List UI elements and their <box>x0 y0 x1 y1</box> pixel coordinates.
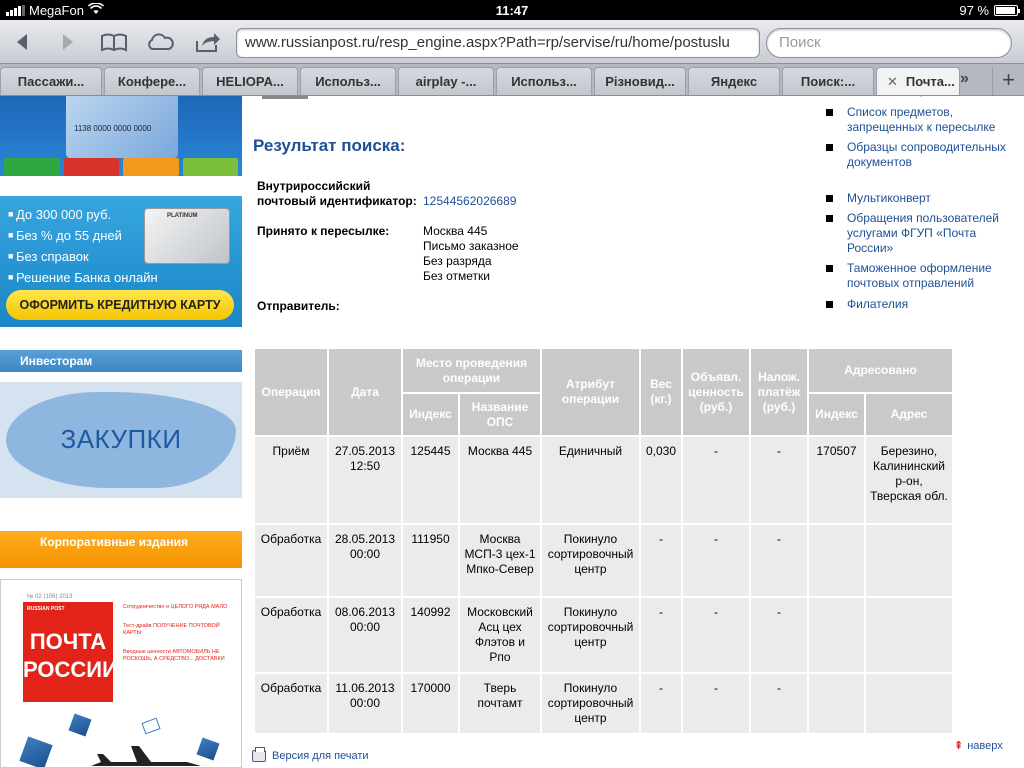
procurement-banner[interactable] <box>0 382 242 498</box>
magazine-note: Сотрудничество и ЦЕЛОГО РЯДА МАЛО <box>123 604 228 610</box>
cell-addr-index <box>809 525 864 596</box>
share-button[interactable] <box>190 27 226 57</box>
sender-label: Отправитель: <box>257 299 340 313</box>
search-field[interactable]: Поиск <box>766 28 1012 58</box>
cell-addr-index <box>809 598 864 672</box>
accepted-line: Без разряда <box>423 254 492 268</box>
cell-date: 27.05.2013 12:50 <box>329 437 401 523</box>
cell-declared: - <box>683 674 749 733</box>
browser-toolbar <box>0 20 1024 64</box>
col-operation: Операция <box>255 349 327 435</box>
table-row <box>255 598 952 672</box>
cell-attribute: Покинуло сортировочный центр <box>542 598 639 672</box>
cell-operation: Обработка <box>255 598 327 672</box>
tracking-number: 12544562026689 <box>423 194 517 208</box>
table-row <box>255 674 952 733</box>
postal-card-banner[interactable] <box>0 96 242 176</box>
cell-weight: 0,030 <box>641 437 681 523</box>
col-addressed: Адресовано <box>809 349 952 392</box>
cell-ops-name: Тверь почтамт <box>460 674 540 733</box>
cell-index: 125445 <box>403 437 458 523</box>
credit-card-ad[interactable] <box>0 196 242 327</box>
book-icon <box>100 32 128 52</box>
battery-percent: 97 % <box>959 3 989 18</box>
clock: 11:47 <box>495 3 529 18</box>
cell-ops-name: Московский Асц цех Флэтов и Рпо <box>460 598 540 672</box>
tracking-label <box>257 179 417 209</box>
battery-icon <box>994 5 1018 16</box>
back-to-top-label: наверх <box>967 740 1003 752</box>
cell-cod: - <box>751 437 807 523</box>
sidebar-link-partial[interactable] <box>826 96 1016 98</box>
cell-weight: - <box>641 525 681 596</box>
close-tab-icon[interactable]: ✕ <box>887 74 898 89</box>
col-cod: Налож. платёж (руб.) <box>751 349 807 435</box>
credit-feature: ■ Без % до 55 дней <box>8 225 158 246</box>
parcel-box-icon <box>19 736 52 768</box>
magazine-note: Тест-драйв ПОЛУЧЕНИЕ ПОЧТОВОЙ КАРТЫ <box>123 623 220 636</box>
cell-address: Березино, Калининский р-он, Тверская обл. <box>866 437 952 523</box>
sidebar-link-prohibited-items[interactable]: Список предметов, запрещенных к пересылке <box>826 105 1016 135</box>
apply-credit-card-button[interactable]: ОФОРМИТЬ КРЕДИТНУЮ КАРТУ <box>6 290 234 320</box>
printer-icon <box>252 750 266 762</box>
tracking-history-table <box>253 347 954 735</box>
cell-operation: Приём <box>255 437 327 523</box>
tracking-label-line1: Внутрироссийский <box>257 179 371 193</box>
page-content <box>0 96 1024 768</box>
tab-6[interactable]: Использ... <box>496 67 592 95</box>
forward-arrow-icon <box>58 32 78 52</box>
airplane-icon <box>91 740 201 768</box>
more-tabs-button[interactable]: » <box>960 70 969 87</box>
cell-declared: - <box>683 437 749 523</box>
cell-address <box>866 525 952 596</box>
card-number: 1138 0000 0000 0000 <box>74 124 152 133</box>
table-row <box>255 437 952 523</box>
icloud-tabs-button[interactable] <box>142 27 178 57</box>
tab-4[interactable]: Использ... <box>300 67 396 95</box>
accepted-line: Москва 445 <box>423 224 488 238</box>
sidebar-link-customs[interactable]: Таможенное оформление почтовых отправлений <box>826 261 1016 291</box>
cell-address <box>866 598 952 672</box>
tab-1[interactable]: Пассажи... <box>0 67 102 95</box>
envelope-icon <box>141 718 160 735</box>
cell-attribute: Покинуло сортировочный центр <box>542 525 639 596</box>
battery-level-fill <box>996 7 1015 14</box>
cell-weight: - <box>641 598 681 672</box>
share-icon <box>194 31 222 53</box>
card-color-strip <box>4 158 238 176</box>
cell-declared: - <box>683 598 749 672</box>
col-declared-value: Объявл. ценность (руб.) <box>683 349 749 435</box>
tab-3[interactable]: HELIOPA... <box>202 67 298 95</box>
col-index: Индекс <box>403 394 458 435</box>
carrier-name: MegaFon <box>29 3 84 18</box>
magazine-brand: RUSSIAN POST <box>27 606 65 612</box>
cell-ops-name: Москва МСП-3 цех-1 Мпко-Север <box>460 525 540 596</box>
accepted-details <box>423 224 519 284</box>
tab-8[interactable]: Яндекс <box>688 67 780 95</box>
cell-index: 170000 <box>403 674 458 733</box>
back-arrow-icon <box>12 32 32 52</box>
magazine-issue: № 02 (106) 2013 <box>27 594 73 600</box>
corporate-publications-link[interactable]: Корпоративные издания <box>0 531 242 568</box>
magazine-title-line1: ПОЧТА <box>29 629 107 654</box>
cell-operation: Обработка <box>255 525 327 596</box>
procurement-label: ЗАКУПКИ <box>60 424 182 454</box>
tab-5[interactable]: airplay -... <box>398 67 494 95</box>
cell-date: 28.05.2013 00:00 <box>329 525 401 596</box>
print-version-label: Версия для печати <box>272 750 369 762</box>
magazine-title <box>23 628 118 684</box>
col-date: Дата <box>329 349 401 435</box>
arrow-up-icon: ⇞ <box>954 740 964 752</box>
cell-date: 11.06.2013 00:00 <box>329 674 401 733</box>
col-address: Адрес <box>866 394 952 435</box>
forward-button[interactable] <box>50 27 86 57</box>
sidebar-link-philately[interactable]: Филателия <box>826 297 1016 312</box>
magazine-cover[interactable] <box>0 579 242 768</box>
col-attribute: Атрибут операции <box>542 349 639 435</box>
credit-card-image <box>144 208 230 264</box>
tab-active[interactable] <box>876 67 960 95</box>
col-place: Место проведения операции <box>403 349 540 392</box>
cell-declared: - <box>683 525 749 596</box>
tab-7[interactable]: Різновид... <box>594 67 686 95</box>
cell-date: 08.06.2013 00:00 <box>329 598 401 672</box>
col-weight: Вес (кг.) <box>641 349 681 435</box>
cell-index: 140992 <box>403 598 458 672</box>
cell-weight: - <box>641 674 681 733</box>
postal-card-image <box>66 96 178 158</box>
cell-operation: Обработка <box>255 674 327 733</box>
cell-cod: - <box>751 598 807 672</box>
cell-index: 111950 <box>403 525 458 596</box>
battery-info <box>959 3 1018 18</box>
cloud-icon <box>145 32 175 52</box>
tab-2[interactable]: Конфере... <box>104 67 200 95</box>
tab-active-label: Почта... <box>905 74 955 89</box>
credit-feature: ■ До 300 000 руб. <box>8 204 158 225</box>
status-bar <box>0 0 1024 20</box>
credit-feature: ■ Решение Банка онлайн <box>8 267 158 288</box>
page-title: Результат поиска: <box>253 136 406 155</box>
cell-attribute: Единичный <box>542 437 639 523</box>
accepted-line: Письмо заказное <box>423 239 519 253</box>
sidebar-link-user-appeals[interactable]: Обращения пользователей услугами ФГУП «Почта России» <box>826 211 1016 256</box>
parcel-box-icon <box>68 713 91 736</box>
back-button[interactable] <box>4 27 40 57</box>
magazine-title-block <box>23 602 118 702</box>
credit-feature: ■ Без справок <box>8 246 158 267</box>
cell-addr-index <box>809 674 864 733</box>
tab-9[interactable]: Поиск:... <box>782 67 874 95</box>
sidebar-link-multienvelope[interactable]: Мультиконверт <box>826 191 1016 206</box>
cell-addr-index: 170507 <box>809 437 864 523</box>
cell-address <box>866 674 952 733</box>
col-addr-index: Индекс <box>809 394 864 435</box>
tracking-label-line2: почтовый идентификатор: <box>257 194 417 208</box>
cell-attribute: Покинуло сортировочный центр <box>542 674 639 733</box>
sidebar-link-document-samples[interactable]: Образцы сопроводительных документов <box>826 140 1016 170</box>
credit-features <box>8 204 158 288</box>
cell-cod: - <box>751 525 807 596</box>
cell-ops-name: Москва 445 <box>460 437 540 523</box>
magazine-notes <box>123 604 233 675</box>
col-ops-name: Название ОПС <box>460 394 540 435</box>
accepted-line: Без отметки <box>423 269 491 283</box>
credit-card-brand: PLATINUM <box>167 213 198 219</box>
bookmarks-button[interactable] <box>96 27 132 57</box>
print-version-link[interactable] <box>252 750 369 762</box>
investors-link[interactable]: Инвесторам <box>0 350 242 372</box>
magazine-title-line2: РОССИИ <box>23 657 118 682</box>
new-tab-button[interactable]: + <box>992 67 1024 95</box>
tab-bar <box>0 64 1024 96</box>
back-to-top-link[interactable] <box>954 739 1003 752</box>
accepted-label: Принято к пересылке: <box>257 224 390 238</box>
cell-cod: - <box>751 674 807 733</box>
divider <box>262 96 308 99</box>
table-row <box>255 525 952 596</box>
magazine-note: Вводные ценности АВТОМОБИЛЬ НЕ РОСКОШЬ, А СРЕДСТВО... ДОСТАВКИ <box>123 649 225 662</box>
address-bar[interactable]: www.russianpost.ru/resp_engine.aspx?Path=rp/servise/ru/home/postuslu <box>236 28 760 58</box>
